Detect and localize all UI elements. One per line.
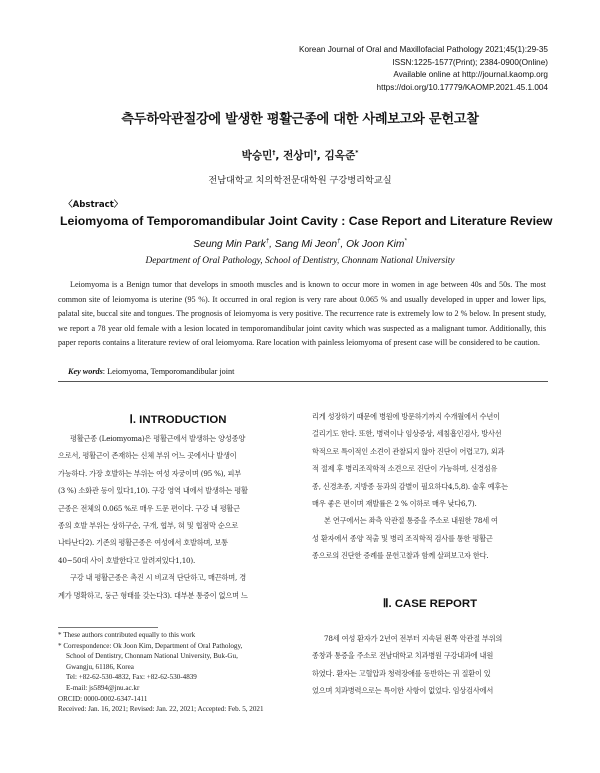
right-column-bottom	[312, 630, 548, 700]
footnote-dates: Received: Jan. 16, 2021; Revised: Jan. 22, 2021; Accepted: Feb. 5, 2021	[58, 705, 264, 714]
abstract-tag: 〈Abstract〉	[64, 200, 123, 210]
left-line-9: 구강 내 평활근종은 촉진 시 비교적 단단하고, 매끈하며, 경	[70, 573, 246, 583]
author-2: 전상미	[283, 150, 314, 162]
footnotes	[58, 630, 303, 715]
left-line-7: 나타난다2). 기존의 평활근종은 여성에서 호발하며, 보통	[58, 538, 228, 548]
english-title: Leiomyoma of Temporomandibular Joint Cavity : Case Report and Literature Review	[60, 214, 553, 228]
footnote-equal-contribution: * These authors contributed equally to this work	[58, 631, 196, 639]
left-line-10: 계가 명확하고, 둥근 형태를 갖는다3). 대부분 통증이 없으며 느	[58, 590, 248, 600]
author-2-mark: †	[313, 149, 317, 157]
right-line-8: 성 환자에서 종양 적출 및 병리 조직학적 검사를 통한 평활근	[312, 533, 493, 543]
right-line-7: 본 연구에서는 좌측 악관절 통증을 주소로 내원한 78세 여	[324, 516, 498, 526]
footnote-address-1: School of Dentistry, Chonnam National University, Buk-Gu,	[66, 652, 238, 661]
right-line-9: 종으로의 진단한 증례를 문헌고찰과 함께 살펴보고자 한다.	[312, 551, 489, 561]
right-line-5: 종, 신경초종, 지방종 등과의 감별이 필요하다4,5,8). 술후 예후는	[312, 481, 508, 491]
keywords-text: : Leiomyoma, Temporomandibular joint	[102, 367, 235, 376]
korean-authors: 박승민†, 전상미†, 김옥준*	[241, 149, 359, 162]
abstract-divider	[58, 381, 548, 382]
right-line-3: 학적으로 특이적인 소견이 관찰되지 않아 진단이 어렵고7), 외과	[312, 446, 505, 456]
en-author-3: Ok Joon Kim	[346, 239, 405, 250]
journal-citation: Korean Journal of Oral and Maxillofacial Pathology 2021;45(1):29-35	[299, 45, 548, 54]
journal-header	[218, 44, 548, 94]
footnote-orcid: ORCID: 0000-0002-6347-1411	[58, 694, 148, 703]
left-line-2: 으로서, 평활근이 존재하는 신체 부위 어느 곳에서나 발생이	[58, 451, 237, 461]
footnote-email[interactable]: E-mail: js5894@jnu.ac.kr	[66, 683, 140, 692]
en-author-3-mark: *	[404, 238, 407, 245]
right-line-6: 매우 좋은 편이며 재발률은 2 % 이하로 매우 낮다6,7).	[312, 499, 477, 509]
author-1: 박승민	[241, 150, 273, 162]
left-column	[58, 430, 298, 604]
korean-affiliation: 전남대학교 치의학전문대학원 구강병리학교실	[208, 175, 392, 186]
footnote-correspondence: * Correspondence: Ok Joon Kim, Department of Oral Pathology,	[58, 641, 243, 650]
author-3-mark: *	[355, 149, 359, 157]
keywords	[68, 367, 234, 376]
case-report-heading: Ⅱ. CASE REPORT	[382, 598, 478, 610]
left-line-8: 40~50대 사이 호발한다고 알려져있다1,10).	[58, 555, 196, 565]
right-line-2: 걸리기도 한다. 또한, 병력이나 임상증상, 세침흡인검사, 방사선	[312, 429, 502, 439]
left-line-5: 근종은 전체의 0.065 %로 매우 드문 편이다. 구강 내 평활근	[58, 503, 240, 513]
author-3: 김옥준	[324, 150, 356, 162]
case-line-4: 었으며 치과병력으로는 특이한 사항이 없었다. 임상검사에서	[312, 686, 494, 696]
left-line-6: 종의 호발 부위는 상하구순, 구개, 협부, 혀 및 협점막 순으로	[58, 521, 239, 531]
english-authors: Seung Min Park†, Sang Mi Jeon†, Ok Joon Kim*	[193, 238, 407, 250]
right-line-1: 리게 성장하기 때문에 병원에 방문하기까지 수개월에서 수년이	[312, 412, 500, 421]
journal-doi[interactable]: https://doi.org/10.17779/KAOMP.2021.45.1.004	[376, 82, 548, 92]
abstract-text: Leiomyoma is a Benign tumor that develops in smooth muscles and is known to occur more in women in age between 40s and 50s. The most common site of leiomyoma is uterine (95 %). It occurred in oral region is very rare about 0.065 % and usually developed in upper and lower lips, palatal site, buccal site and tongues. The prognosis of leiomyoma is very positive. The recurrence rate is extremely low to 2 % below. In present study, we report a 78 year old female with a lesion located in temporomandibular joint cavity which was suspected as a malignant tumor. Additionally, this paper reports contains a literature review of oral leiomyoma. Rare location with painless leiomyoma of present case will be considered to be caution.	[58, 280, 546, 348]
korean-title: 측두하악관절강에 발생한 평활근종에 대한 사례보고와 문헌고찰	[121, 112, 479, 127]
journal-issn: ISSN:1225-1577(Print); 2384-0900(Online)	[392, 57, 548, 67]
en-author-2: Sang Mi Jeon	[274, 239, 338, 250]
left-line-4: (3 %) 소화관 등이 있다1,10). 구강 영역 내에서 발생하는 평활	[58, 486, 248, 496]
en-author-2-mark: †	[337, 238, 341, 245]
footnote-divider	[58, 627, 158, 628]
author-1-mark: †	[272, 149, 276, 157]
left-line-1: 평활근종 (Leiomyoma)은 평활근에서 발생하는 양성종양	[70, 434, 246, 443]
case-line-2: 종창과 통증을 주소로 전남대학교 치과병원 구강내과에 내원	[312, 651, 494, 661]
en-author-1: Seung Min Park	[193, 239, 266, 250]
keywords-label: Key words	[68, 367, 103, 376]
right-column-top	[312, 408, 548, 565]
footnote-phone: Tel: +82-62-530-4832, Fax: +82-62-530-4839	[66, 673, 197, 682]
footnote-address-2: Gwangju, 61186, Korea	[66, 662, 134, 671]
case-line-1: 78세 여성 환자가 2년여 전부터 지속된 왼쪽 악관절 부위의	[324, 634, 503, 643]
case-line-3: 하였다. 환자는 고혈압과 청력장애를 동반하는 귀 질환이 있	[312, 668, 491, 678]
en-author-1-mark: †	[265, 238, 270, 245]
english-affiliation: Department of Oral Pathology, School of Dentistry, Chonnam National University	[145, 256, 455, 266]
right-line-4: 적 절제 후 병리조직학적 소견으로 진단이 가능하며, 신경섬유	[312, 464, 498, 474]
journal-url[interactable]: Available online at http://journal.kaomp.org	[393, 70, 548, 80]
introduction-heading: Ⅰ. INTRODUCTION	[129, 414, 227, 426]
left-line-3: 가능하다. 가장 호발하는 부위는 여성 자궁이며 (95 %), 피부	[58, 468, 242, 478]
